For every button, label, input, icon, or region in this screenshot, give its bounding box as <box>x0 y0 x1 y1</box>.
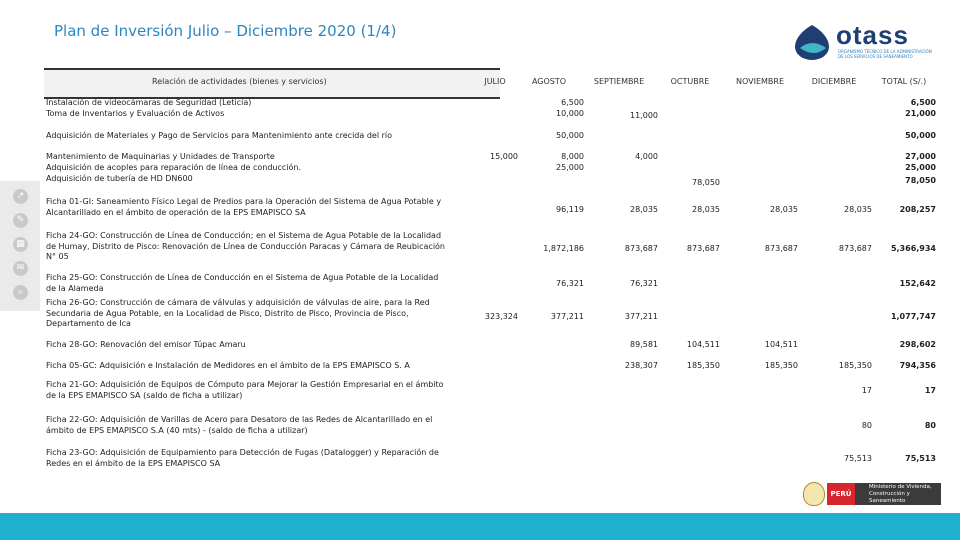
cell-noviembre: 28,035 <box>770 205 798 214</box>
ministry-label: Ministerio de Vivienda, Construcción y Saneamiento <box>855 483 941 505</box>
cell-octubre: 104,511 <box>686 340 720 349</box>
cell-agosto: 25,000 <box>556 163 584 172</box>
cell-total: 80 <box>924 421 936 430</box>
cell-septiembre: 4,000 <box>635 152 658 161</box>
cell-agosto: 1,872,186 <box>543 244 584 253</box>
activity-header-label: Relación de actividades (bienes y servicios) <box>152 77 327 86</box>
cell-octubre: 185,350 <box>686 361 720 370</box>
row-label: Ficha 28-GO: Renovación del emisor Túpac Amaru <box>46 340 246 349</box>
logo-subtitle: ORGANISMO TÉCNICO DE LA ADMINISTRACIÓN DE LOS SERVICIOS DE SANEAMIENTO <box>838 49 932 59</box>
col-total: TOTAL (S/.) <box>881 77 927 86</box>
row-label: Mantenimiento de Maquinarias y Unidades de Transporte <box>46 152 275 161</box>
cell-agosto: 377,211 <box>550 312 584 321</box>
col-agosto: AGOSTO <box>531 77 567 86</box>
investment-table <box>44 68 937 473</box>
cell-diciembre: 75,513 <box>844 454 872 463</box>
col-octubre: OCTUBRE <box>670 77 710 86</box>
cell-total: 25,000 <box>905 163 936 172</box>
cell-julio: 15,000 <box>490 152 518 161</box>
cell-julio: 323,324 <box>484 312 518 321</box>
cell-agosto: 6,500 <box>561 98 584 107</box>
row-label: Ficha 21-GO: Adquisición de Equipos de Cómputo para Mejorar la Gestión Empresarial en el ámbito de la EPS EMAPISCO SA (saldo de ficha a utilizar) <box>46 380 444 400</box>
cell-septiembre: 377,211 <box>624 312 658 321</box>
cell-diciembre: 185,350 <box>838 361 872 370</box>
cell-total: 27,000 <box>905 152 936 161</box>
row-label: Adquisición de acoples para reparación de línea de conducción. <box>46 163 302 172</box>
share-icon[interactable]: ↗ <box>13 189 28 204</box>
row-label: Ficha 23-GO: Adquisición de Equipamiento para Detección de Fugas (Datalogger) y Reparación de Redes en el ámbito de la EPS EMAPISCO SA <box>46 448 439 468</box>
cell-diciembre: 28,035 <box>844 205 872 214</box>
cell-total: 17 <box>924 386 936 395</box>
cell-septiembre: 28,035 <box>630 205 658 214</box>
row-label: Ficha 25-GO: Construcción de Línea de Conducción en el Sistema de Agua Potable de la Localidad de la Alameda <box>46 273 439 293</box>
cell-noviembre: 873,687 <box>764 244 798 253</box>
chat-icon[interactable]: ✉ <box>13 261 28 276</box>
peru-label: PERÚ <box>827 483 855 505</box>
pen-icon[interactable]: ✎ <box>13 213 28 228</box>
cell-total: 78,050 <box>905 176 936 185</box>
row-label: Instalación de videocámaras de Seguridad (Leticia) <box>46 98 252 107</box>
cell-total: 6,500 <box>910 98 936 107</box>
row-label: Ficha 05-GC: Adquisición e Instalación de Medidores en el ámbito de la EPS EMAPISCO S. A <box>46 361 410 370</box>
coat-of-arms-icon <box>803 482 825 506</box>
row-label: Ficha 22-GO: Adquisición de Varillas de Acero para Desatoro de las Redes de Alcantarillado en el ámbito de EPS EMAPISCO S.A (40 mts) - (saldo de ficha a utilizar) <box>46 415 433 435</box>
otass-logo <box>790 22 940 62</box>
cell-total: 75,513 <box>905 454 936 463</box>
logo-word: otass <box>836 20 909 50</box>
row-label: Adquisición de tubería de HD DN600 <box>46 174 193 183</box>
cell-total: 50,000 <box>905 131 936 140</box>
row-label: Ficha 26-GO: Construcción de cámara de válvulas y adquisición de válvulas de aire, para la Red Secundaria de Agua Potable, en la Localidad de Pisco, Distrito de Pisco, Provincia de Pisco, Departamento de Ica <box>46 298 430 328</box>
cell-septiembre: 89,581 <box>630 340 658 349</box>
peru-ministry-logo <box>803 480 943 508</box>
row-label: Adquisición de Materiales y Pago de Servicios para Mantenimiento ante crecida del río <box>46 131 392 140</box>
cell-septiembre: 76,321 <box>630 279 658 288</box>
cell-agosto: 50,000 <box>556 131 584 140</box>
row-label: Ficha 24-GO: Construcción de Línea de Conducción; en el Sistema de Agua Potable de la Localidad de Humay, Distrito de Pisco: Renovación de Línea de Conducción Paracas y Cámara de Reubicación N° 05 <box>46 231 445 261</box>
cell-octubre: 873,687 <box>686 244 720 253</box>
cell-octubre: 78,050 <box>692 178 720 187</box>
col-diciembre: DICIEMBRE <box>811 77 857 86</box>
cell-agosto: 76,321 <box>556 279 584 288</box>
cell-diciembre: 80 <box>861 421 872 430</box>
col-septiembre: SEPTIEMBRE <box>593 77 645 86</box>
row-label: Ficha 01-GI: Saneamiento Físico Legal de Predios para la Operación del Sistema de Agua Potable y Alcantarillado en el ámbito de operación de la EPS EMAPISCO SA <box>46 197 442 217</box>
cell-total: 208,257 <box>899 205 936 214</box>
cell-diciembre: 873,687 <box>838 244 872 253</box>
footer-bar <box>0 513 960 540</box>
grid-icon[interactable]: ▦ <box>13 237 28 252</box>
col-noviembre: NOVIEMBRE <box>735 77 785 86</box>
cell-total: 794,356 <box>899 361 936 370</box>
page-title: Plan de Inversión Julio – Diciembre 2020 (1/4) <box>54 22 397 40</box>
row-label: Toma de Inventarios y Evaluación de Activos <box>46 109 225 118</box>
cell-total: 5,366,934 <box>890 244 936 253</box>
cell-septiembre: 11,000 <box>630 111 658 120</box>
cell-agosto: 8,000 <box>561 152 584 161</box>
cell-noviembre: 104,511 <box>764 340 798 349</box>
cell-agosto: 96,119 <box>556 205 584 214</box>
cell-septiembre: 238,307 <box>624 361 658 370</box>
slide-tools-sidebar <box>0 181 40 311</box>
cell-noviembre: 185,350 <box>764 361 798 370</box>
cell-total: 1,077,747 <box>890 312 936 321</box>
search-icon[interactable]: ⌕ <box>13 285 28 300</box>
cell-agosto: 10,000 <box>556 109 584 118</box>
cell-total: 298,602 <box>899 340 936 349</box>
cell-septiembre: 873,687 <box>624 244 658 253</box>
cell-total: 21,000 <box>905 109 936 118</box>
cell-octubre: 28,035 <box>692 205 720 214</box>
col-julio: JULIO <box>484 77 506 86</box>
activity-header <box>44 68 500 99</box>
otass-drop-icon <box>790 22 834 62</box>
cell-diciembre: 17 <box>861 386 872 395</box>
cell-total: 152,642 <box>899 279 936 288</box>
